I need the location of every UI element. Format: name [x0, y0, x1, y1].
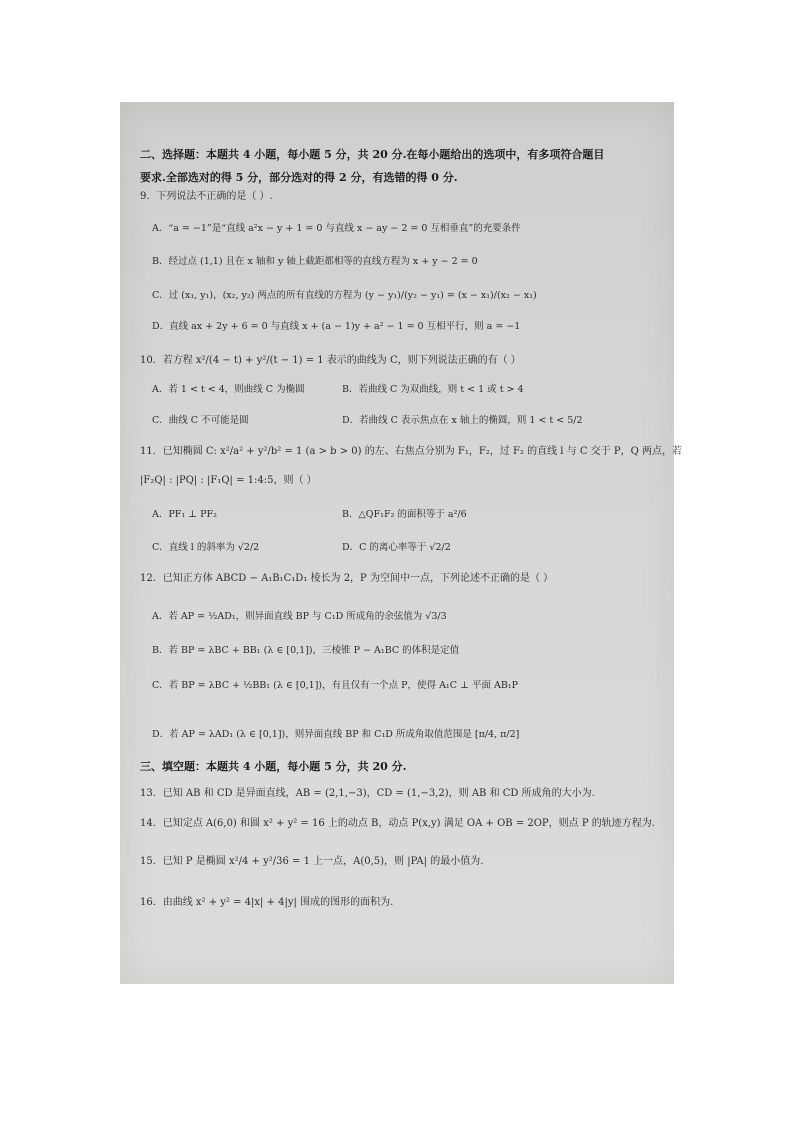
q11-stem-line2: |F₂Q| : |PQ| : |F₁Q| = 1:4:5，则（ ） — [140, 475, 317, 486]
q9-option-d: D．直线 ax + 2y + 6 = 0 与直线 x + (a − 1)y + a² − 1 = 0 互相平行，则 a = −1 — [152, 321, 521, 332]
section2-header-line2: 要求.全部选对的得 5 分，部分选对的得 2 分，有选错的得 0 分. — [140, 171, 458, 184]
q16: 16．由曲线 x² + y² = 4|x| + 4|y| 围成的图形的面积为. — [140, 897, 394, 908]
q12-option-b: B．若 BP = λBC + BB₁ (λ ∈ [0,1])，三棱锥 P − A₁BC 的体积是定值 — [152, 645, 460, 656]
q9-stem: 9．下列说法不正确的是（ ）. — [140, 191, 273, 202]
q10-option-a: A．若 1 < t < 4，则曲线 C 为椭圆 — [152, 384, 305, 395]
q9-option-b: B．经过点 (1,1) 且在 x 轴和 y 轴上截距都相等的直线方程为 x + y − 2 = 0 — [152, 256, 478, 267]
q10-option-d: D．若曲线 C 表示焦点在 x 轴上的椭圆，则 1 < t < 5/2 — [342, 415, 583, 426]
q10-option-b: B．若曲线 C 为双曲线，则 t < 1 或 t > 4 — [342, 384, 524, 395]
section3-header: 三、填空题：本题共 4 小题，每小题 5 分，共 20 分. — [140, 760, 407, 773]
q10-option-c: C．曲线 C 不可能是圆 — [152, 415, 249, 426]
q15: 15．已知 P 是椭圆 x²/4 + y²/36 = 1 上一点，A(0,5)，则 |PA| 的最小值为. — [140, 856, 484, 867]
q9-option-a: A．“a = −1”是“直线 a²x − y + 1 = 0 与直线 x − ay − 2 = 0 互相垂直”的充要条件 — [152, 223, 521, 234]
q12-option-c: C．若 BP = λBC + ½BB₁ (λ ∈ [0,1])，有且仅有一个点 P，使得 A₁C ⊥ 平面 AB₁P — [152, 680, 519, 691]
q12-option-a: A．若 AP = ½AD₁，则异面直线 BP 与 C₁D 所成角的余弦值为 √3/3 — [152, 611, 447, 622]
q11-stem-line1: 11．已知椭圆 C: x²/a² + y²/b² = 1 (a > b > 0) 的左、右焦点分别为 F₁，F₂，过 F₂ 的直线 l 与 C 交于 P，Q 两点，若 — [140, 446, 682, 457]
q11-option-c: C．直线 l 的斜率为 √2/2 — [152, 542, 260, 553]
q10-stem: 10．若方程 x²/(4 − t) + y²/(t − 1) = 1 表示的曲线为 C，则下列说法正确的有（ ） — [140, 355, 521, 366]
q12-option-d: D．若 AP = λAD₁ (λ ∈ [0,1])，则异面直线 BP 和 C₁D 所成角取值范围是 [π/4, π/2] — [152, 729, 520, 740]
q12-stem: 12．已知正方体 ABCD − A₁B₁C₁D₁ 棱长为 2，P 为空间中一点，下列论述不正确的是（ ） — [140, 573, 554, 584]
q11-option-d: D．C 的离心率等于 √2/2 — [342, 542, 451, 553]
q14: 14．已知定点 A(6,0) 和圆 x² + y² = 16 上的动点 B，动点 P(x,y) 满足 OA + OB = 2OP，则点 P 的轨迹方程为. — [140, 818, 655, 829]
q11-option-a: A．PF₁ ⊥ PF₂ — [152, 509, 217, 520]
q11-option-b: B．△QF₁F₂ 的面积等于 a²/6 — [342, 509, 467, 520]
q9-option-c: C．过 (x₁, y₁)，(x₂, y₂) 两点的所有直线的方程为 (y − y₁)/(y₂ − y₁) = (x − x₁)/(x₂ − x₁) — [152, 290, 537, 301]
q13: 13．已知 AB 和 CD 是异面直线，AB = (2,1,−3)，CD = (1,−3,2)，则 AB 和 CD 所成角的大小为. — [140, 788, 595, 799]
section2-header-line1: 二、选择题：本题共 4 小题，每小题 5 分，共 20 分.在每小题给出的选项中，有多项符合题目 — [140, 148, 605, 161]
